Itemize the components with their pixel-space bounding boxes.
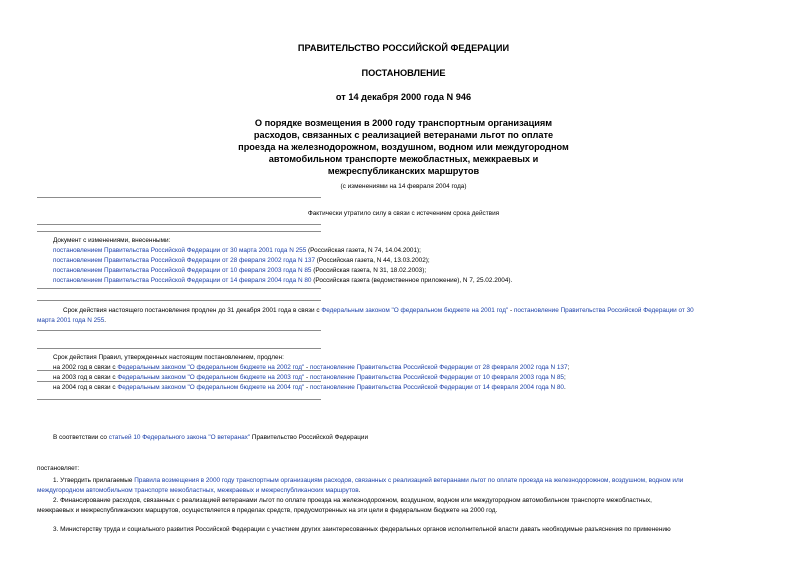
divider	[37, 348, 321, 349]
amendment-source: (Российская газета (ведомственное приложение), N 7, 25.02.2004).	[311, 277, 513, 284]
veterans-law-article-link[interactable]: статьей 10 Федерального закона "О ветеранах"	[108, 434, 251, 441]
budget-law-2001-link[interactable]: Федеральным законом "О федеральном бюджете на 2001 год"	[321, 307, 509, 314]
item-end: ;	[563, 374, 566, 381]
amendment-source: (Российская газета, N 44, 13.03.2002);	[315, 257, 430, 264]
divider	[37, 231, 321, 232]
amendment-link[interactable]: постановлением Правительства Российской Федерации от 10 февраля 2003 года N 85	[53, 267, 312, 274]
rules-extension-item	[37, 383, 777, 393]
title-line: межреспубликанских маршрутов	[327, 166, 480, 176]
divider	[37, 224, 321, 225]
item-end: .	[563, 384, 566, 391]
amendments-intro: Документ с изменениями, внесенными:	[53, 237, 171, 244]
item-prefix: на 2004 год в связи с	[53, 384, 118, 391]
amendment-source: (Российская газета, N 74, 14.04.2001);	[306, 247, 421, 254]
clause-2-line: 2. Финансирование расходов, связанных с реализацией ветеранами льгот по оплате проезда на железнодорожном, воздушном, водном или междугородном автомобильном транспорте межобластных,	[53, 497, 652, 504]
item-separator: -	[304, 384, 310, 391]
resolution-255-link-cont[interactable]: марта 2001 года N 255	[37, 317, 105, 324]
clause-2	[37, 496, 771, 516]
document-date-number: от 14 декабря 2000 года N 946	[335, 92, 472, 102]
clause-3	[37, 525, 771, 535]
clause-1-line	[37, 476, 771, 486]
divider	[37, 370, 321, 371]
rules-extension-block	[37, 353, 777, 393]
extension-line	[37, 316, 771, 326]
extension-separator: -	[508, 307, 514, 314]
clause-1-line	[37, 486, 771, 496]
item-prefix: на 2003 год в связи с	[53, 374, 118, 381]
divider	[37, 300, 321, 301]
decree-word: постановляет:	[37, 465, 80, 472]
amendment-link[interactable]: постановлением Правительства Российской Федерации от 30 марта 2001 года N 255	[53, 247, 307, 254]
clause-2-line: межкраевых и межреспубликанских маршрутов, осуществляется в пределах средств, предусмотренных на эти цели в федеральном бюджете на 2000 год.	[37, 507, 498, 514]
document-title	[0, 117, 807, 177]
title-line: автомобильном транспорте межобластных, межкраевых и	[268, 154, 539, 164]
government-heading: ПРАВИТЕЛЬСТВО РОССИЙСКОЙ ФЕДЕРАЦИИ	[297, 43, 510, 53]
title-line: расходов, связанных с реализацией ветеранами льгот по оплате	[253, 130, 554, 140]
preamble-prefix: В соответствии со	[53, 434, 109, 441]
resolution-85-link[interactable]: постановление Правительства Российской Федерации от 10 февраля 2003 года N 85	[309, 374, 564, 381]
amendment-item	[53, 266, 793, 276]
divider	[37, 288, 321, 289]
title-line: О порядке возмещения в 2000 году транспортным организациям	[254, 118, 553, 128]
divider	[37, 330, 321, 331]
amendment-source: (Российская газета, N 31, 18.02.2003);	[311, 267, 427, 274]
extension-text: Срок действия настоящего постановления продлен до 31 декабря 2001 года в связи с	[63, 307, 322, 314]
amendment-item	[53, 276, 793, 286]
approved-rules-link[interactable]: Правила возмещения в 2000 году транспортным организациям расходов, связанных с реализацией ветеранами льгот по оплате проезда на железнодорожном, воздушном, водном или	[134, 477, 684, 484]
amendment-link[interactable]: постановлением Правительства Российской Федерации от 28 февраля 2002 года N 137	[53, 257, 316, 264]
item-prefix: на 2002 год в связи с	[53, 364, 118, 371]
resolution-80-link[interactable]: постановление Правительства Российской Федерации от 14 февраля 2004 года N 80	[309, 384, 564, 391]
status-lost-force: Фактически утратило силу в связи с истечением срока действия	[307, 210, 500, 217]
resolution-255-link[interactable]: постановление Правительства Российской Федерации от 30	[513, 307, 694, 314]
amendment-item	[53, 246, 793, 256]
resolution-137-link[interactable]: постановление Правительства Российской Федерации от 28 февраля 2002 года N 137	[309, 364, 568, 371]
approved-rules-link-cont[interactable]: междугородном автомобильном транспорте межобластных, межкраевых и межреспубликанских маршрутов	[37, 487, 359, 494]
rules-extension-intro: Срок действия Правил, утвержденных настоящим постановлением, продлен:	[53, 354, 284, 361]
budget-law-2004-link[interactable]: Федеральным законом "О федеральном бюджете на 2004 год"	[117, 384, 305, 391]
revision-note: (с изменениями на 14 февраля 2004 года)	[340, 183, 467, 190]
clause-1	[37, 476, 771, 496]
title-line: проезда на железнодорожном, воздушном, водном или междугородном	[238, 142, 569, 152]
amendment-item	[53, 256, 793, 266]
budget-law-2003-link[interactable]: Федеральным законом "О федеральном бюджете на 2003 год"	[117, 374, 305, 381]
preamble-suffix: Правительство Российской Федерации	[250, 434, 369, 441]
divider	[37, 399, 321, 400]
clause-3-line: 3. Министерству труда и социального развития Российской Федерации с участием других заинтересованных федеральных органов исполнительной власти давать необходимые разъяснения по применению	[53, 526, 671, 533]
item-end: ;	[567, 364, 570, 371]
rules-extension-item	[37, 363, 777, 373]
preamble	[53, 433, 793, 443]
extension-paragraph	[37, 306, 771, 326]
extension-end: .	[104, 317, 107, 324]
item-separator: -	[304, 364, 310, 371]
budget-law-2002-link[interactable]: Федеральным законом "О федеральном бюджете на 2002 год"	[117, 364, 305, 371]
clause-1-end: .	[358, 487, 361, 494]
item-separator: -	[304, 374, 310, 381]
amendment-link[interactable]: постановлением Правительства Российской Федерации от 14 февраля 2004 года N 80	[53, 277, 312, 284]
extension-line	[37, 306, 771, 316]
divider	[37, 381, 321, 382]
amendments-block	[53, 236, 793, 286]
divider	[37, 197, 321, 198]
document-type: ПОСТАНОВЛЕНИЕ	[361, 68, 446, 78]
clause-1-prefix: 1. Утвердить прилагаемые	[53, 477, 135, 484]
